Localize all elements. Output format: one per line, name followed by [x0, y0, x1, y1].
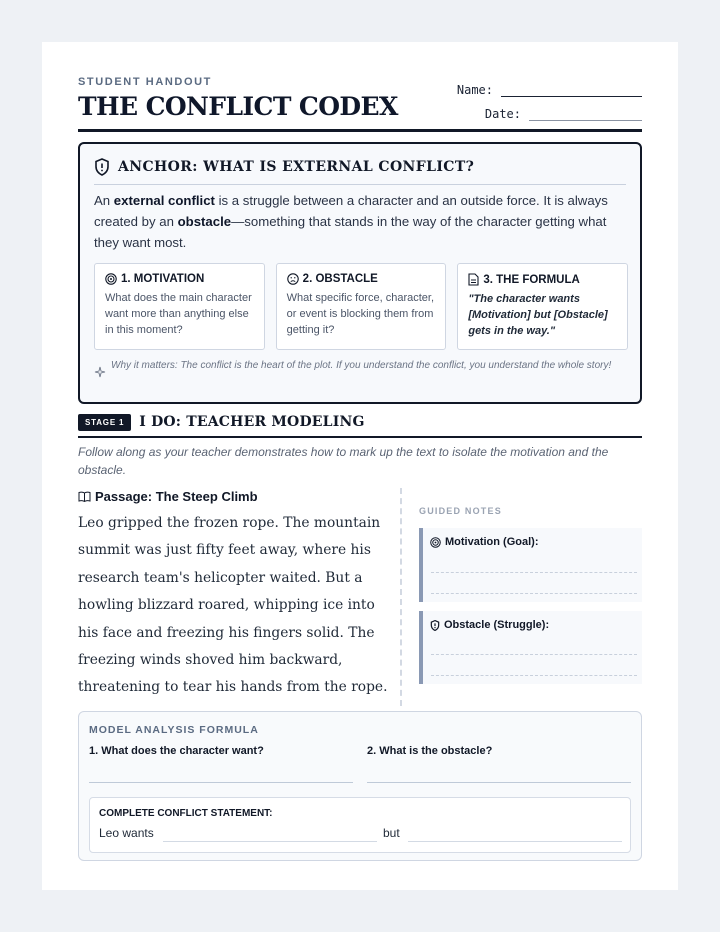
guided-notes-label: GUIDED NOTES: [419, 506, 502, 516]
card-text: What does the main character want more than anything else in this moment?: [105, 292, 252, 336]
handout-page: [42, 42, 678, 890]
passage-title: Passage: The Steep Climb: [95, 489, 258, 504]
card-text: "The character wants [Motivation] but [Obstacle] gets in the way.": [468, 293, 608, 337]
card-title: 2. OBSTACLE: [302, 273, 378, 285]
question-obstacle: 2. What is the obstacle?: [367, 745, 493, 757]
sparkle-icon: [94, 366, 106, 378]
definition-text: An: [94, 193, 114, 208]
date-field: [485, 107, 642, 121]
definition-text: —something that stands in the way of the character getting what they want most.: [94, 214, 607, 250]
definition-text: is a struggle between a character and an outside force. It is always created by an: [94, 193, 608, 229]
statement-but: but: [383, 826, 400, 840]
passage-header: [78, 489, 258, 504]
header-divider: [78, 129, 642, 132]
card-obstacle: [276, 263, 447, 350]
statement-blank-want[interactable]: [163, 841, 377, 842]
note-writing-line[interactable]: [431, 572, 637, 573]
name-label: Name:: [456, 83, 493, 97]
why-text: Why it matters: The conflict is the heart of the plot. If you understand the conflict, you understand the whole story!: [111, 360, 612, 371]
model-kicker: MODEL ANALYSIS FORMULA: [89, 724, 259, 736]
card-title: 1. MOTIVATION: [121, 273, 205, 285]
statement-start: Leo wants: [99, 826, 154, 840]
anchor-definition: [94, 190, 624, 253]
stage-badge: STAGE 1: [78, 414, 131, 431]
page-title: THE CONFLICT CODEX: [78, 92, 398, 121]
stage-header: [78, 414, 642, 438]
name-field: [457, 83, 642, 97]
card-title: 3. THE FORMULA: [483, 273, 580, 286]
note-motivation-label: Motivation (Goal):: [445, 536, 539, 548]
note-writing-line[interactable]: [431, 675, 637, 676]
name-blank[interactable]: [501, 85, 642, 97]
target-icon: [105, 273, 117, 285]
frown-face-icon: [287, 273, 299, 285]
term-external-conflict: external conflict: [113, 193, 215, 208]
answer-obstacle-line[interactable]: [367, 782, 631, 783]
conflict-statement-box: [89, 797, 631, 853]
question-want: 1. What does the character want?: [89, 745, 264, 757]
anchor-box: [78, 142, 642, 404]
date-label: Date:: [484, 107, 521, 121]
anchor-header: [94, 158, 626, 185]
stage-intro: Follow along as your teacher demonstrates how to mark up the text to isolate the motivation and the obstacle.: [78, 445, 609, 477]
card-formula: [457, 263, 628, 350]
shield-icon: [430, 620, 440, 631]
shield-icon: [94, 158, 110, 176]
note-obstacle: [419, 611, 642, 684]
stage-title: I DO: TEACHER MODELING: [139, 414, 365, 430]
note-writing-line[interactable]: [431, 654, 637, 655]
statement-blank-obstacle[interactable]: [408, 841, 622, 842]
handout-kicker: STUDENT HANDOUT: [78, 76, 212, 88]
anchor-title: ANCHOR: WHAT IS EXTERNAL CONFLICT?: [118, 159, 475, 175]
note-obstacle-label: Obstacle (Struggle):: [444, 619, 550, 631]
concept-cards: [94, 263, 628, 350]
answer-want-line[interactable]: [89, 782, 353, 783]
note-writing-line[interactable]: [431, 593, 637, 594]
card-text: What specific force, character, or event is blocking them from getting it?: [286, 292, 435, 336]
book-icon: [78, 491, 91, 502]
statement-label: COMPLETE CONFLICT STATEMENT:: [99, 808, 273, 819]
passage-text: Leo gripped the frozen rope. The mountain summit was just fifty feet away, where his research team's helicopter waited. But a howling blizzard roared, whipping ice into his face and freezing his fingers solid. The freezing winds shoved him backward, threatening to tear his hands from the rope.: [78, 515, 388, 696]
document-icon: [468, 273, 479, 286]
why-it-matters: [94, 359, 624, 378]
term-obstacle: obstacle: [177, 214, 232, 229]
date-blank[interactable]: [529, 110, 642, 121]
note-motivation: [419, 528, 642, 602]
model-analysis-box: [78, 711, 642, 861]
card-motivation: [94, 263, 265, 350]
column-divider: [400, 488, 402, 706]
target-icon: [430, 537, 441, 548]
